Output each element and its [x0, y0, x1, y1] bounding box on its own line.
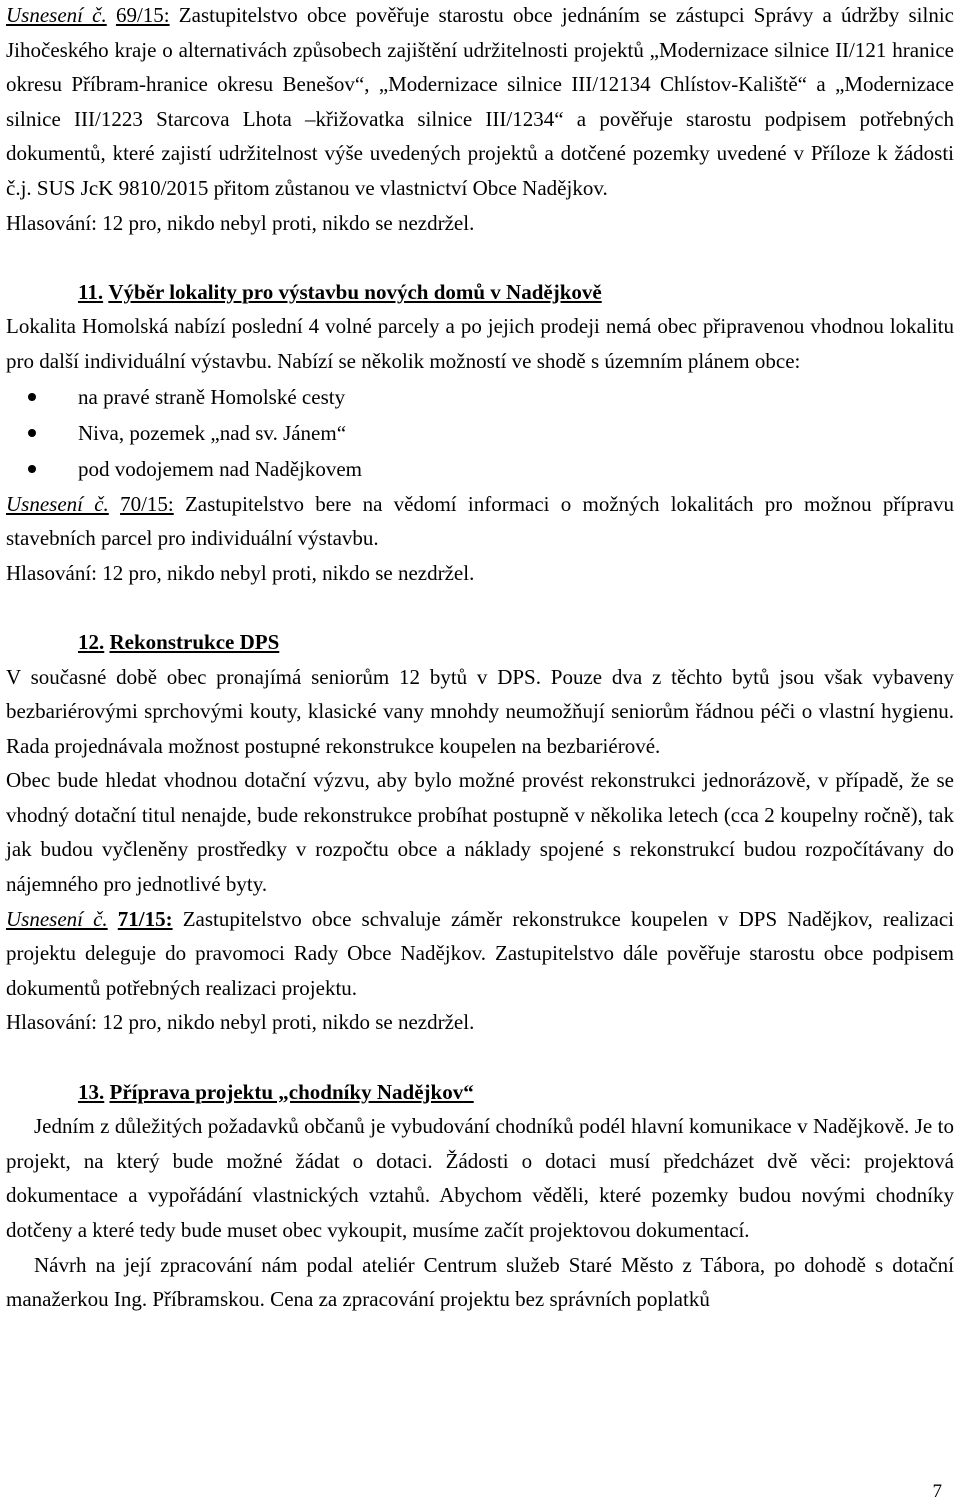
bullet-list: [6, 379, 954, 487]
resolution-text: Zastupitelstvo obce pověřuje starostu obce jednáním se zástupci Správy a údržby silnic Jihočeského kraje o alternativách způsobech zajištění udržitelnosti projektů „Modernizace silnice II/121 hranice okresu Příbram-hranice okresu Benešov“, „Modernizace silnice III/12134 Chlístov-Kaliště“ a „Modernizace silnice III/1223 Starcova Lhota –křižovatka silnice III/1234“ a pověřuje starostu podpisem potřebných dokumentů, které zajistí udržitelnost výše uvedených projektů a dotčené pozemky uvedené v Příloze k žádosti č.j. SUS JcK 9810/2015 přitom zůstanou ve vlastnictví Obce Nadějkov.: [6, 3, 954, 200]
list-item: pod vodojemem nad Nadějkovem: [6, 451, 954, 487]
section-paragraph: Obec bude hledat vhodnou dotační výzvu, aby bylo možné provést rekonstrukci jednorázově, v případě, že se vhodný dotační titul nenajde, bude rekonstrukce probíhat postupně v několika letech (cca 2 koupelny ročně), tak jak budou vyčleněny prostředky v rozpočtu obce a náklady spojené s rekonstrukcí budou rozpočítávany do nájemného pro jednotlivé byty.: [6, 768, 954, 897]
resolution-number: 70/15:: [120, 491, 174, 516]
resolution-number: 69/15:: [115, 3, 170, 27]
resolution-71: [6, 902, 954, 1006]
section-number: 11.: [78, 279, 104, 304]
list-item: Niva, pozemek „nad sv. Jánem“: [6, 415, 954, 451]
section-body: Lokalita Homolská nabízí poslední 4 volné parcely a po jejich prodeji nemá obec připravenou vhodnou lokalitu pro další individuální výstavbu. Nabízí se několik možností ve shodě s územním plánem obce:: [6, 314, 954, 373]
section-heading-13: [6, 1075, 954, 1110]
section-paragraph: V současné době obec pronajímá seniorům 12 bytů v DPS. Pouze dva z těchto bytů jsou však vybaveny bezbariérovými sprchovými kouty, klasické vany mnohdy neumožňují seniorům řádnou péči o vlastní hygienu. Rada projednávala možnost postupné rekonstrukce koupelen na bezbariérové.: [6, 664, 954, 758]
list-item: na pravé straně Homolské cesty: [6, 379, 954, 415]
page-number: 7: [932, 1481, 942, 1502]
resolution-text: Zastupitelstvo bere na vědomí informaci o možných lokalitách pro možnou přípravu stavebních parcel pro individuální výstavbu.: [6, 491, 955, 551]
vote-result: Hlasování: 12 pro, nikdo nebyl proti, nikdo se nezdržel.: [6, 1010, 475, 1035]
section-paragraph: Návrh na její zpracování nám podal ateliér Centrum služeb Staré Město z Tábora, po dohodě s dotační manažerkou Ing. Příbramskou. Cena za zpracování projektu bez správních poplatků: [6, 1252, 954, 1312]
section-heading-12: [6, 625, 954, 660]
resolution-label: Usnesení č.: [6, 906, 108, 931]
resolution-number: 71/15:: [117, 906, 173, 931]
section-title: Výběr lokality pro výstavbu nových domů v Nadějkově: [108, 279, 602, 304]
section-heading-11: [6, 275, 954, 310]
resolution-text: Zastupitelstvo obce schvaluje záměr rekonstrukce koupelen v DPS Nadějkov, realizaci projektu deleguje do pravomoci Rady Obce Nadějkov. Zastupitelstvo dále pověřuje starostu obce podpisem dokumentů potřebných realizaci projektu.: [6, 906, 954, 1000]
bullet-icon: [28, 465, 36, 473]
section-title: Rekonstrukce DPS: [109, 629, 280, 654]
resolution-label: Usnesení č.: [6, 491, 109, 516]
resolution-70: [6, 487, 954, 556]
section-number: 13.: [78, 1079, 105, 1104]
document-page: [6, 0, 954, 1317]
section-title: Příprava projektu „chodníky Nadějkov“: [109, 1079, 474, 1104]
bullet-icon: [28, 429, 36, 437]
section-number: 12.: [78, 629, 105, 654]
resolution-label: Usnesení č.: [6, 3, 107, 27]
vote-result: Hlasování: 12 pro, nikdo nebyl proti, nikdo se nezdržel.: [6, 560, 475, 585]
section-paragraph: Jedním z důležitých požadavků občanů je vybudování chodníků podél hlavní komunikace v Nadějkově. Je to projekt, na který bude možné žádat o dotaci. Žádosti o dotaci musí předcházet dvě věci: projektová dokumentace a vypořádání vlastnických vztahů. Abychom věděli, které pozemky budou novými chodníky dotčeny a které tedy bude muset obec vykoupit, musíme začít projektovou dokumentací.: [6, 1114, 954, 1242]
resolution-69: [6, 0, 954, 206]
bullet-icon: [28, 393, 36, 401]
vote-result: Hlasování: 12 pro, nikdo nebyl proti, nikdo se nezdržel.: [6, 210, 475, 235]
